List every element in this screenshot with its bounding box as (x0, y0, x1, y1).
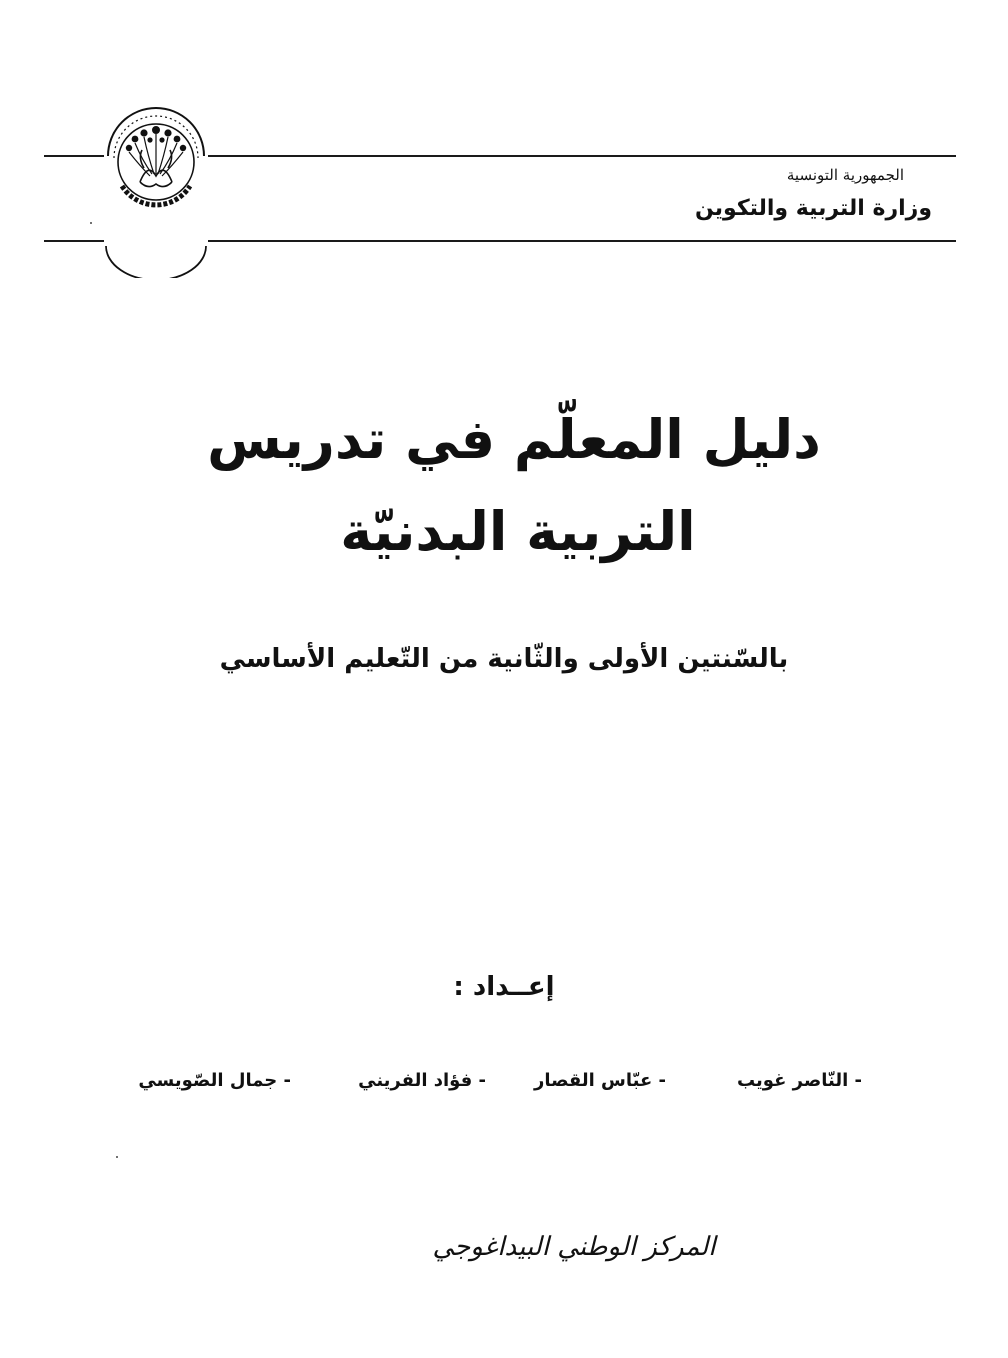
prepared-by-label: إعــداد : (453, 972, 555, 1002)
republic-label: الجمهورية التونسية (786, 166, 904, 184)
ministry-label: وزارة التربية والتكوين (694, 196, 932, 221)
author-name: - عبّاس القصار (534, 1070, 666, 1091)
publisher-handwritten-label: المركز الوطني البيداغوجي (432, 1232, 716, 1262)
scan-speck (90, 222, 92, 224)
scan-speck (116, 1156, 118, 1158)
title-line-1: دليل المعلّم في تدريس (207, 408, 821, 471)
author-name: - جمال الصّويسي (138, 1070, 291, 1091)
author-name: - النّاصر غويب (736, 1070, 862, 1091)
subtitle: بالسّنتين الأولى والثّانية من التّعليم الأساسي (219, 644, 789, 674)
education-emblem-icon (104, 106, 208, 278)
title-line-2: التربية البدنيّة (340, 500, 696, 563)
author-name: - فؤاد الفريني (358, 1070, 486, 1091)
